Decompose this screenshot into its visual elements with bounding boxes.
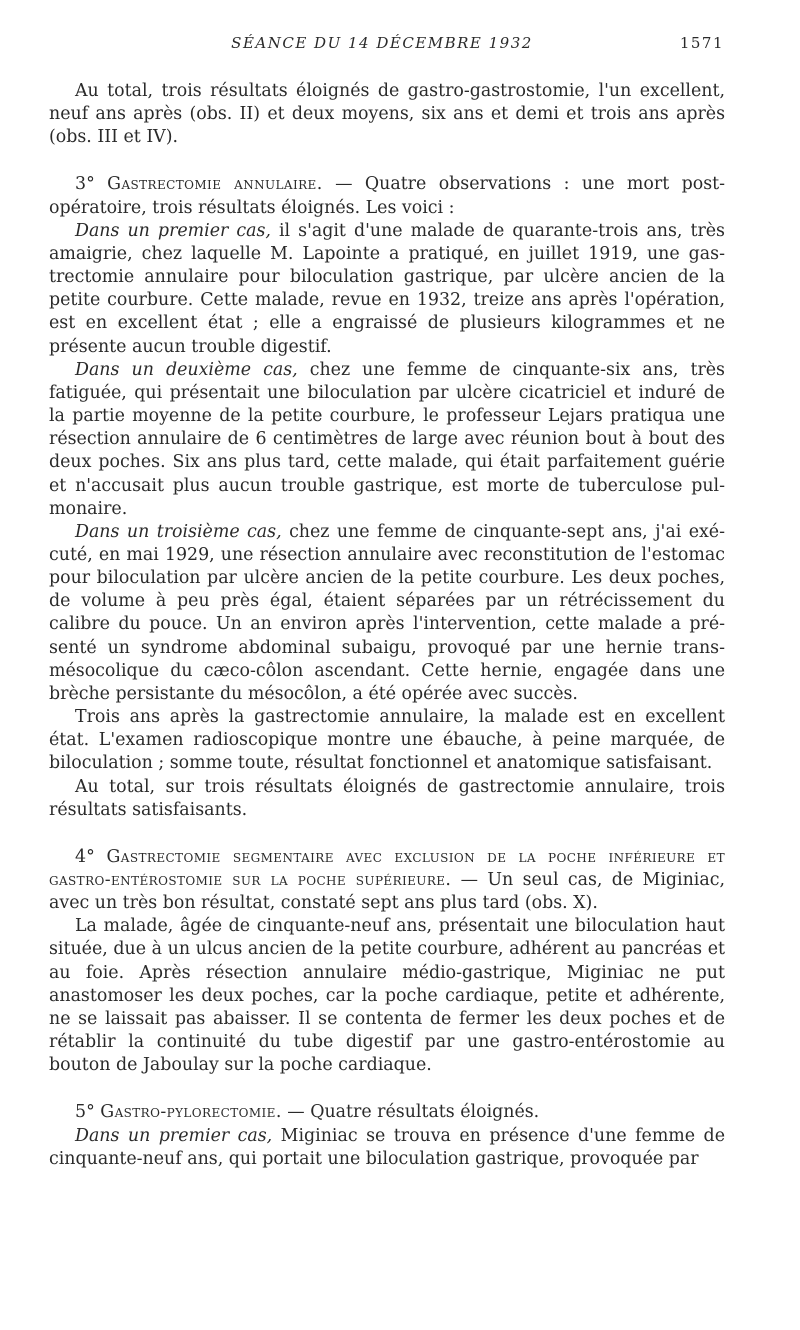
running-header — [40, 34, 724, 56]
case-2-paragraph — [49, 359, 725, 521]
case-lead: Dans un troisième cas, — [75, 521, 282, 542]
paragraph-case-detail: La malade, âgée de cinquante-neuf ans, présentait une biloculation haut située, due à un ulcus ancien de la petite courbure, adhérent au pancréas et au foie. Après résection annulaire médio-gastrique, Miginiac ne put anastomoser les deux poches, car la poche cardiaque, petite et adhérente, ne se laissait pas abaisser. Il se contenta de fermer les deux poches et de rétablir la continuité du tube digestif par une gastro-entérostomie au bouton de Jaboulay sur la poche cardiaque. — [49, 916, 725, 1076]
case-lead: Dans un premier cas, — [75, 220, 271, 241]
section-heading: Gastro-pylorectomie. — [100, 1102, 282, 1123]
section-number: 3° — [75, 174, 108, 195]
section-3-paragraph — [49, 173, 725, 219]
section-number: 5° — [75, 1102, 101, 1123]
case-3-paragraph — [49, 521, 725, 706]
section-4-paragraph — [49, 846, 725, 915]
paragraph-result: Trois ans après la gastrectomie annulaire, la malade est en excellent état. L'examen radioscopique montre une ébauche, à peine marquée, de biloculation ; somme toute, résultat fonctionnel et anatomique satisfaisant. — [49, 707, 725, 774]
section-heading: Gastrectomie annulaire. — [107, 174, 323, 195]
page-number: 1571 — [679, 34, 724, 52]
body-text — [49, 80, 725, 1171]
paragraph-1: Au total, trois résultats éloignés de gastro-gastrostomie, l'un excellent, neuf ans après (obs. II) et deux moyens, six ans et demi et trois ans après (obs. III et IV). — [49, 81, 725, 148]
section-text: — Un seul cas, de Miginiac, avec un très bon résultat, constaté sept ans plus tard (obs. X). — [49, 870, 725, 914]
running-title: SÉANCE DU 14 DÉCEMBRE 1932 — [231, 34, 533, 52]
case-text: chez une femme de cinquante-sept ans, j'ai exécuté, en mai 1929, une résection annulaire avec reconstitution de l'estomac pour biloculation par ulcère ancien de la petite courbure. Les deux poches, de volume à peu près égal, étaient séparées par un rétrécissement du calibre du pouce. Un an environ après l'intervention, cette malade a présenté un syndrome abdominal subaigu, provoqué par une hernie transmésocolique du cæco-côlon ascendant. Cette hernie, engagée dans une brèche persistante du mésocôlon, a été opérée avec succès. — [49, 521, 725, 704]
section-5-paragraph — [49, 1101, 725, 1124]
paragraph-summary: Au total, sur trois résultats éloignés de gastrectomie annulaire, trois résultats satisfaisants. — [49, 776, 725, 820]
section-text: — Quatre observations : une mort post-opératoire, trois résultats éloignés. Les voici : — [49, 174, 725, 218]
case-5-1-paragraph — [49, 1125, 725, 1171]
case-lead: Dans un premier cas, — [75, 1125, 273, 1146]
section-text: — Quatre résultats éloignés. — [281, 1102, 540, 1123]
case-1-paragraph — [49, 220, 725, 359]
case-text: il s'agit d'une malade de quarante-trois ans, très amaigrie, chez laquelle M. Lapointe a pratiqué, en juillet 1919, une gastrectomie annulaire pour biloculation gastrique, par ulcère ancien de la petite courbure. Cette malade, revue en 1932, treize ans après l'opération, est en excellent état ; elle a engraissé de plusieurs kilogrammes et ne présente aucun trouble digestif. — [49, 220, 725, 357]
section-number: 4° — [75, 846, 107, 867]
section-heading: Gastrectomie segmentaire avec exclusion de la poche inférieure et gastro-entérostomie sur la poche supérieure. — [49, 846, 725, 890]
case-lead: Dans un deuxième cas, — [75, 359, 298, 380]
case-text: chez une femme de cinquante-six ans, très fatiguée, qui présentait une biloculation par ulcère cicatriciel et induré de la partie moyenne de la petite courbure, le professeur Lejars pratiqua une résection annulaire de 6 centimètres de large avec réunion bout à bout des deux poches. Six ans plus tard, cette malade, qui était parfaitement guérie et n'accusait plus aucun trouble gastrique, est morte de tuberculose pulmonaire. — [49, 359, 725, 519]
case-text: Miginiac se trouva en présence d'une femme de cinquante-neuf ans, qui portait une biloculation gastrique, provoquée par — [49, 1125, 725, 1169]
